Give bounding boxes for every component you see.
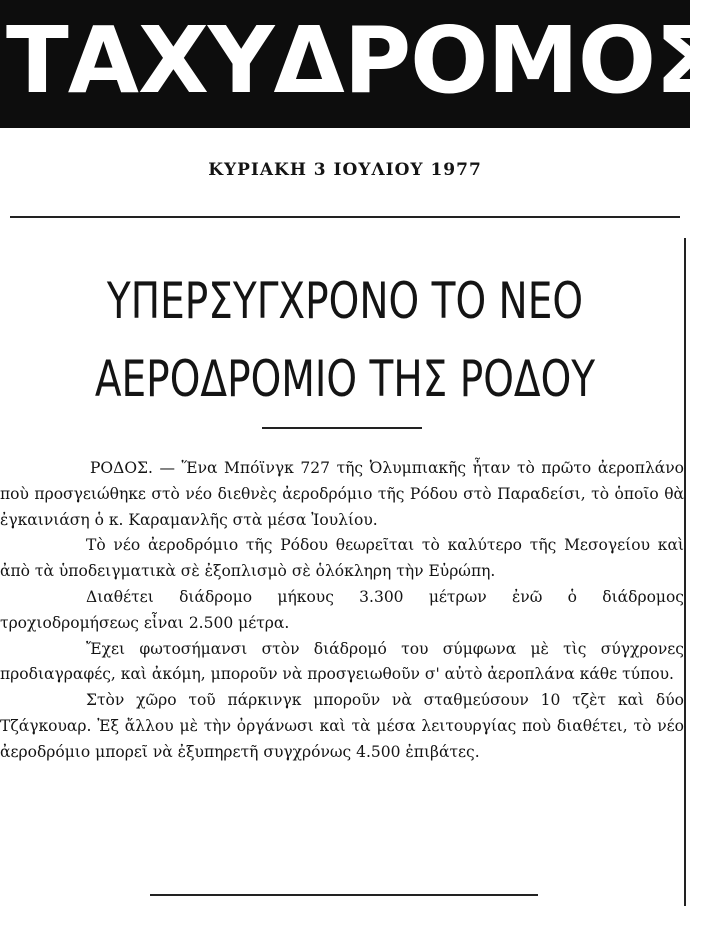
bottom-divider: [150, 894, 538, 896]
headline: [76, 262, 614, 418]
masthead-title: ΤΑΧΥΔΡΟΜΟΣ: [6, 7, 717, 114]
article-paragraph: ΡΟΔΟΣ. — Ἕνα Μπόϊνγκ 727 τῆς Ὀλυμπιακῆς ἦταν τὸ πρῶτο ἀεροπλάνο ποὺ προσγειώθηκε στὸ νέο διεθνὲς ἀεροδρόμιο τῆς Ρόδου στὸ Παραδείσι, τὸ ὁποῖο θὰ ἐγκαινιάση ὁ κ. Καραμανλῆς στὰ μέσα Ἰουλίου.: [0, 459, 684, 529]
article-body: [0, 456, 684, 766]
dateline: ΚΥΡΙΑΚΗ 3 ΙΟΥΛΙΟΥ 1977: [208, 160, 482, 180]
top-divider: [10, 216, 680, 218]
headline-line-1: ΥΠΕΡΣΥΓΧΡΟΝΟ ΤΟ ΝΕΟ: [106, 272, 584, 330]
article-paragraph: Τὸ νέο ἀεροδρόμιο τῆς Ρόδου θεωρεῖται τὸ καλύτερο τῆς Μεσογείου καὶ ἀπὸ τὰ ὑποδειγματικὰ σὲ ἐξοπλισμὸ σὲ ὁλόκληρη τὴν Εὐρώπη.: [0, 536, 684, 581]
masthead: [0, 0, 717, 128]
headline-underline: [262, 427, 422, 429]
column-rule: [684, 238, 686, 906]
headline-line-2: ΑΕΡΟΔΡΟΜΙΟ ΤΗΣ ΡΟΔΟΥ: [94, 350, 596, 408]
article-paragraph: Στὸν χῶρο τοῦ πάρκινγκ μποροῦν νὰ σταθμεύσουν 10 τζὲτ καὶ δύο Τζάγκουαρ. Ἐξ ἄλλου μὲ τὴν ὀργάνωσι καὶ τὰ μέσα λειτουργίας ποὺ διαθέτει, τὸ νέο ἀεροδρόμιο μπορεῖ νὰ ἐξυπηρετῆ συγχρόνως 4.500 ἐπιβάτες.: [0, 691, 684, 761]
article-paragraph: Διαθέτει διάδρομο μήκους 3.300 μέτρων ἐνῶ ὁ διάδρομος τροχιοδρομήσεως εἶναι 2.500 μέτρα.: [0, 587, 684, 632]
article-paragraph: Ἔχει φωτοσήμανσι στὸν διάδρομό του σύμφωνα μὲ τὶς σύγχρονες προδιαγραφές, καὶ ἀκόμη, μποροῦν νὰ προσγειωθοῦν σ' αὐτὸ ἀεροπλάνα κάθε τύπου.: [0, 639, 684, 684]
